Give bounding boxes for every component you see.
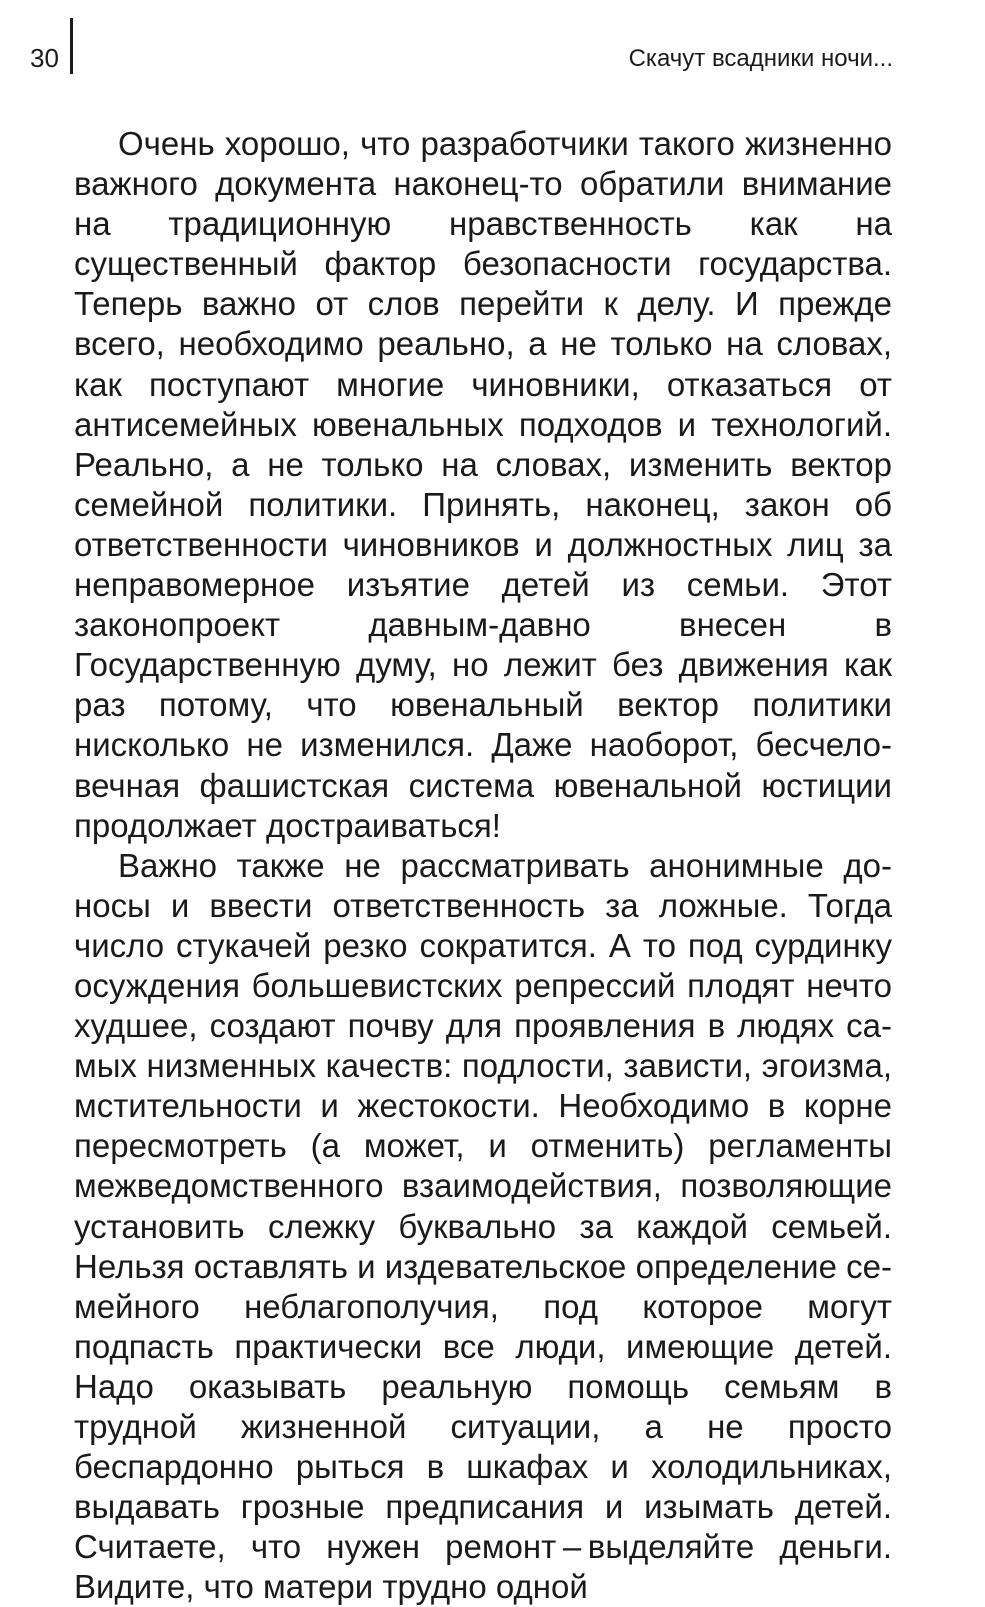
header-divider — [70, 18, 73, 74]
paragraph: Очень хорошо, что разработчики такого жизненно важного документа наконец-то обратили внимание на традиционную нравственность как на существенный фактор безопасности государства. Теперь важно от слов перейти к делу. И прежде всего, необходимо реально, а не только на словах, как поступают многие чиновники, отказаться от антисемейных ювенальных подходов и технологий. Реально, а не только на словах, изменить вектор семейной политики. Принять, наконец, закон об ответственности чиновников и должностных лиц за неправомерное изъятие детей из семьи. Этот законопроект давным-давно внесен в Государственную думу, но лежит без движения как раз потому, что ювенальный вектор политики нисколько не изменился. Даже наоборот, бесчеловечная фашистская система ювенальной юстиции продолжает достраиваться! — [74, 125, 892, 844]
paragraph: Важно также не рассматривать анонимные доносы и ввести ответственность за ложные. Тогда число стукачей резко сократится. А то под сурдинку осуждения большевистских репрессий плодят нечто худшее, создают почву для проявления в людях самых низменных качеств: подлости, зависти, эгоизма, мстительности и жестокости. Необходимо в корне пересмотреть (а может, и отменить) регламенты межведомственного взаимодействия, позволяющие установить слежку буквально за каждой семьей. Нельзя оставлять и издевательское определение семейного неблагополучия, под которое могут подпасть практически все люди, имеющие детей. Надо оказывать реальную помощь семьям в трудной жизненной ситуации, а не просто беспардонно рыться в шкафах и холодильниках, выдавать грозные предписания и изымать детей. Считаете, что нужен ремонт – выделяйте деньги. Видите, что матери трудно одной — [74, 846, 892, 1606]
body-text — [74, 124, 892, 1607]
page-number: 30 — [30, 43, 59, 73]
page-header — [0, 0, 985, 110]
running-title: Скачут всадники ночи... — [628, 45, 893, 72]
